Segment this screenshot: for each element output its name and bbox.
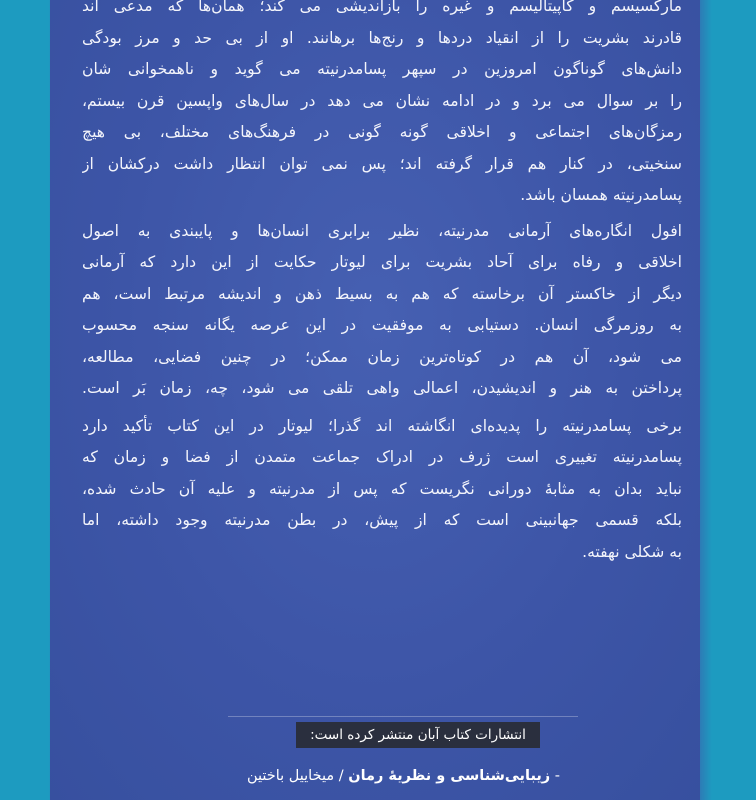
book-separator: / bbox=[334, 768, 349, 784]
blurb-line: بلکه قسمی جهانبینی است که از پیش، در بطن مدرنیته وجود داشته، اما bbox=[82, 511, 682, 529]
blurb-line: پسامدرنیته تغییری است ژرف در ادراک جماعت متمدن از فضا و زمان که bbox=[82, 448, 682, 466]
cover-right-edge bbox=[696, 0, 756, 800]
blurb-line: می شود، آن هم در کوتاه‌ترین زمان ممکن؛ در چنین فضایی، مطالعه، bbox=[82, 347, 682, 366]
blurb-line: اخلاقی و رفاه برای آحاد بشریت برای لیوتار حکایت از این دارد که آرمانی bbox=[82, 253, 682, 271]
divider-line bbox=[228, 716, 578, 717]
blurb-line: دیگر از خاکستر آن برخاسته که هم به بسیط ذهن و اندیشه مرتبط است، هم bbox=[82, 284, 682, 303]
book-bullet: - bbox=[550, 768, 560, 784]
blurb-line: قادرند بشریت را از انقیاد دردها و رنج‌ها برهانند. او از بی حد و مرز بودگی bbox=[82, 28, 682, 47]
blurb-line: پرداختن به هنر و اندیشیدن، اعمالی واهی تلقی می شود، چه، زمان بَر است. bbox=[82, 379, 682, 397]
blurb-line: دانش‌های گوناگون امروزین در سپهر پسامدرنیته می گوید و ناهمخوانی شان bbox=[82, 60, 682, 78]
blurb-line: به شکلی نهفته. bbox=[582, 542, 682, 561]
blurb-line: پسامدرنیته همسان باشد. bbox=[520, 186, 682, 204]
blurb-text bbox=[82, 0, 682, 568]
blurb-line: برخی پسامدرنیته را پدیده‌ای انگاشته اند گذرا؛ لیوتار در این کتاب تأکید دارد bbox=[82, 416, 682, 435]
blurb-line: رمزگان‌های اجتماعی و اخلاقی گونه گونی در فرهنگ‌های مختلف، بی هیچ bbox=[82, 123, 682, 141]
blurb-line: افول انگاره‌های آرمانی مدرنیته، نظیر برابری انسان‌ها و پایبندی به اصول bbox=[82, 221, 682, 240]
blurb-line: به روزمرگی انسان. دستیابی به موفقیت در این عرصه یگانه سنجه محسوب bbox=[82, 316, 682, 334]
blurb-line: سنخیتی، در کنار هم قرار گرفته اند؛ پس نمی توان انتظار داشت درکشان از bbox=[82, 154, 682, 173]
book-title: زیبایی‌شناسی و نظریهٔ رمان bbox=[348, 768, 551, 784]
blurb-line: مارکسیسم و کاپیتالیسم و غیره را بازاندیشی می کند؛ همان‌ها که مدعی اند bbox=[82, 0, 682, 15]
publisher-notice: انتشارات کتاب آبان منتشر کرده است: bbox=[296, 722, 540, 748]
book-list bbox=[200, 762, 560, 790]
blurb-line: نباید بدان به مثابهٔ دورانی نگریست که پس از مدرنیته و علیه آن حادث شده، bbox=[82, 479, 682, 498]
book-list-item bbox=[200, 762, 560, 790]
book-author: میخاییل باختین bbox=[246, 768, 335, 784]
blurb-line: را بر سوال می برد و در ادامه نشان می دهد در سال‌های واپسین قرن بیستم، bbox=[82, 91, 682, 110]
